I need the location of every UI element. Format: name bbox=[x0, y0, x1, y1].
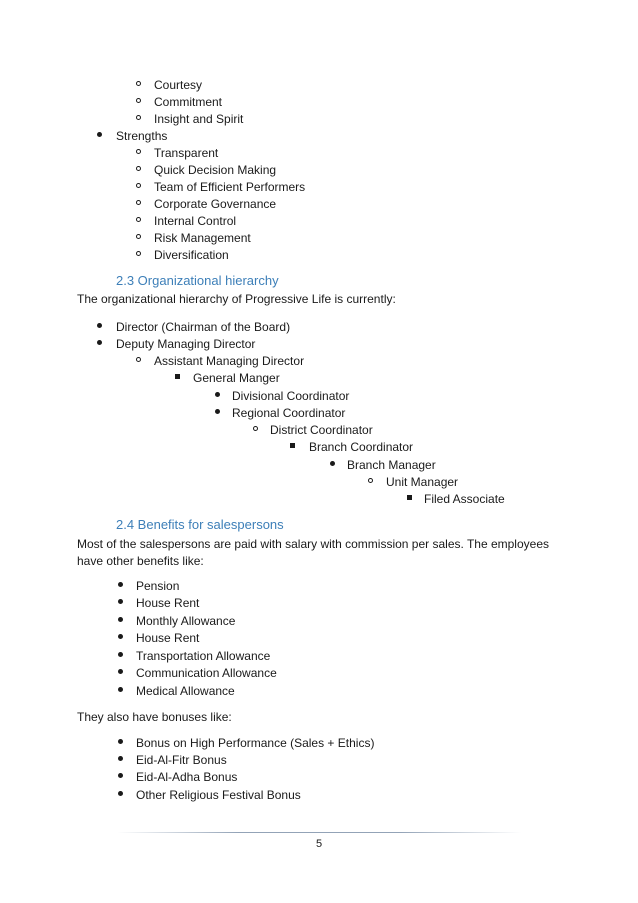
bonus-intro: They also have bonuses like: bbox=[77, 710, 232, 724]
circle-bullet-icon bbox=[136, 115, 141, 120]
benefit-item: House Rent bbox=[136, 631, 200, 645]
benefit-item: Communication Allowance bbox=[136, 666, 277, 680]
hierarchy-level: District Coordinator bbox=[270, 423, 373, 437]
circle-bullet-icon bbox=[136, 234, 141, 239]
circle-bullet-icon bbox=[368, 478, 373, 483]
bonus-item: Eid-Al-Fitr Bonus bbox=[136, 753, 227, 767]
bullet-icon bbox=[215, 392, 220, 397]
list-item: Team of Efficient Performers bbox=[154, 180, 306, 194]
bullet-icon bbox=[118, 756, 123, 761]
hierarchy-intro: The organizational hierarchy of Progressive Life is currently: bbox=[77, 292, 396, 306]
list-item: Diversification bbox=[154, 248, 229, 262]
hierarchy-level: Divisional Coordinator bbox=[232, 389, 350, 403]
square-bullet-icon bbox=[290, 443, 295, 448]
benefit-item: Medical Allowance bbox=[136, 684, 235, 698]
benefit-item: House Rent bbox=[136, 596, 200, 610]
page-number: 5 bbox=[315, 838, 323, 850]
bullet-icon bbox=[118, 652, 123, 657]
section-heading-hierarchy: 2.3 Organizational hierarchy bbox=[116, 273, 279, 288]
bullet-icon bbox=[118, 617, 123, 622]
hierarchy-level: Deputy Managing Director bbox=[116, 337, 256, 351]
hierarchy-level: Branch Coordinator bbox=[309, 440, 414, 454]
bullet-icon bbox=[118, 687, 123, 692]
circle-bullet-icon bbox=[136, 357, 141, 362]
hierarchy-level: Branch Manager bbox=[347, 458, 436, 472]
square-bullet-icon bbox=[407, 495, 412, 500]
circle-bullet-icon bbox=[136, 217, 141, 222]
bonus-item: Eid-Al-Adha Bonus bbox=[136, 770, 238, 784]
hierarchy-level: Unit Manager bbox=[386, 475, 459, 489]
benefit-item: Monthly Allowance bbox=[136, 614, 236, 628]
bullet-icon bbox=[97, 340, 102, 345]
list-item: Risk Management bbox=[154, 231, 251, 245]
bullet-icon bbox=[118, 773, 123, 778]
bullet-icon bbox=[118, 634, 123, 639]
bullet-icon bbox=[97, 132, 102, 137]
list-item: Internal Control bbox=[154, 214, 237, 228]
bullet-icon bbox=[118, 599, 123, 604]
hierarchy-level: Assistant Managing Director bbox=[154, 354, 305, 368]
bullet-icon bbox=[118, 669, 123, 674]
benefit-item: Pension bbox=[136, 579, 180, 593]
footer-divider bbox=[117, 832, 521, 833]
circle-bullet-icon bbox=[136, 149, 141, 154]
circle-bullet-icon bbox=[253, 426, 258, 431]
benefits-intro: Most of the salespersons are paid with salary with commission per sales. The employees have other benefits like: bbox=[77, 537, 549, 568]
circle-bullet-icon bbox=[136, 166, 141, 171]
bullet-icon bbox=[118, 739, 123, 744]
list-item: Transparent bbox=[154, 146, 219, 160]
circle-bullet-icon bbox=[136, 183, 141, 188]
bullet-icon bbox=[215, 409, 220, 414]
bonus-item: Other Religious Festival Bonus bbox=[136, 788, 301, 802]
circle-bullet-icon bbox=[136, 251, 141, 256]
bullet-icon bbox=[330, 461, 335, 466]
hierarchy-level: Regional Coordinator bbox=[232, 406, 346, 420]
strengths-label: Strengths bbox=[116, 129, 168, 143]
bullet-icon bbox=[118, 791, 123, 796]
hierarchy-level: Filed Associate bbox=[424, 492, 505, 506]
circle-bullet-icon bbox=[136, 81, 141, 86]
benefit-item: Transportation Allowance bbox=[136, 649, 271, 663]
bullet-icon bbox=[118, 582, 123, 587]
hierarchy-level: Director (Chairman of the Board) bbox=[116, 320, 291, 334]
list-item: Quick Decision Making bbox=[154, 163, 277, 177]
bullet-icon bbox=[97, 323, 102, 328]
circle-bullet-icon bbox=[136, 98, 141, 103]
list-item: Insight and Spirit bbox=[154, 112, 244, 126]
hierarchy-level: General Manger bbox=[193, 371, 280, 385]
list-item: Courtesy bbox=[154, 78, 203, 92]
list-item: Corporate Governance bbox=[154, 197, 277, 211]
square-bullet-icon bbox=[175, 374, 180, 379]
section-heading-benefits: 2.4 Benefits for salespersons bbox=[116, 517, 284, 532]
circle-bullet-icon bbox=[136, 200, 141, 205]
bonus-item: Bonus on High Performance (Sales + Ethics) bbox=[136, 736, 375, 750]
list-item: Commitment bbox=[154, 95, 223, 109]
